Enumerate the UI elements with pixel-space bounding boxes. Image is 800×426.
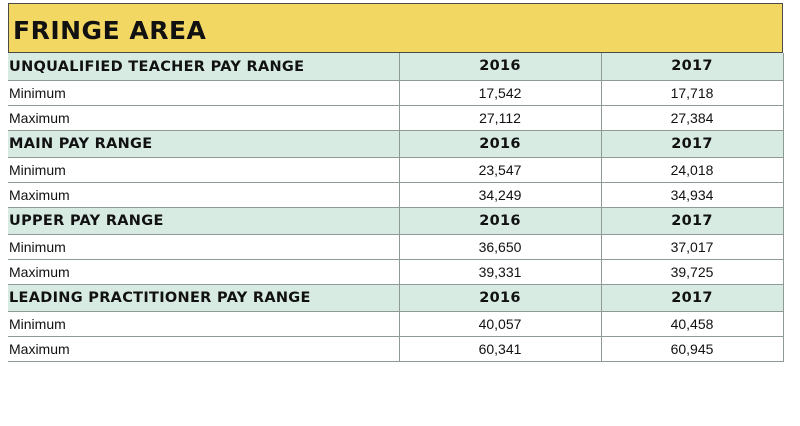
year-2016-header: 2016 (399, 284, 601, 311)
pay-range-table (8, 53, 784, 362)
value-2016: 27,112 (399, 105, 601, 130)
year-2017-header: 2017 (601, 130, 783, 157)
table-row (8, 80, 783, 105)
value-2016: 23,547 (399, 157, 601, 182)
value-2017: 34,934 (601, 182, 783, 207)
value-2016: 36,650 (399, 234, 601, 259)
section-header-row (8, 207, 783, 234)
value-2017: 17,718 (601, 80, 783, 105)
table-row (8, 105, 783, 130)
section-header-row (8, 284, 783, 311)
table-row (8, 336, 783, 361)
title-bar (8, 3, 783, 53)
value-2017: 24,018 (601, 157, 783, 182)
row-label: Minimum (8, 157, 399, 182)
row-label: Maximum (8, 336, 399, 361)
section-heading: UPPER PAY RANGE (8, 207, 399, 234)
row-label: Maximum (8, 182, 399, 207)
value-2017: 40,458 (601, 311, 783, 336)
table-row (8, 234, 783, 259)
table-row (8, 259, 783, 284)
year-2017-header: 2017 (601, 207, 783, 234)
section-header-row (8, 53, 783, 80)
year-2016-header: 2016 (399, 53, 601, 80)
value-2017: 39,725 (601, 259, 783, 284)
section-heading: UNQUALIFIED TEACHER PAY RANGE (8, 53, 399, 80)
value-2017: 27,384 (601, 105, 783, 130)
year-2017-header: 2017 (601, 53, 783, 80)
table-row (8, 311, 783, 336)
year-2016-header: 2016 (399, 207, 601, 234)
value-2017: 37,017 (601, 234, 783, 259)
pay-table-container (8, 3, 783, 362)
section-heading: LEADING PRACTITIONER PAY RANGE (8, 284, 399, 311)
row-label: Minimum (8, 234, 399, 259)
value-2016: 17,542 (399, 80, 601, 105)
value-2016: 39,331 (399, 259, 601, 284)
row-label: Minimum (8, 311, 399, 336)
section-header-row (8, 130, 783, 157)
value-2016: 34,249 (399, 182, 601, 207)
year-2016-header: 2016 (399, 130, 601, 157)
row-label: Maximum (8, 105, 399, 130)
section-heading: MAIN PAY RANGE (8, 130, 399, 157)
value-2016: 60,341 (399, 336, 601, 361)
value-2017: 60,945 (601, 336, 783, 361)
page-title: FRINGE AREA (13, 15, 207, 45)
year-2017-header: 2017 (601, 284, 783, 311)
value-2016: 40,057 (399, 311, 601, 336)
table-row (8, 157, 783, 182)
row-label: Minimum (8, 80, 399, 105)
table-row (8, 182, 783, 207)
row-label: Maximum (8, 259, 399, 284)
